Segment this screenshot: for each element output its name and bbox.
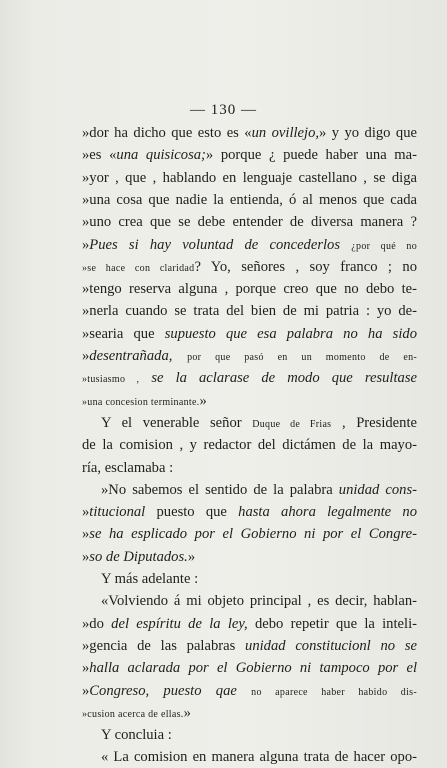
italic-run: titucional	[89, 504, 146, 521]
text-run: »gencia de las palabras	[82, 637, 246, 654]
text-line	[101, 479, 417, 501]
text-run: »una cosa que nadie la entienda, ó al menos que cada	[82, 191, 417, 208]
page-number: — 130 —	[190, 102, 257, 118]
italic-run: se ha esplicado por el Gobierno ni por el Congre-	[89, 526, 417, 543]
italic-run: hasta ahora legalmente no	[238, 504, 417, 521]
text-run: »searia que	[82, 325, 165, 342]
text-run	[172, 348, 187, 364]
text-line	[101, 746, 417, 768]
text-line	[82, 613, 417, 635]
small-caps-run: »una concesion terminante.	[82, 396, 200, 408]
italic-run: un ovillejo,	[251, 125, 320, 141]
italic-run: del espíritu de la ley,	[111, 615, 248, 632]
text-run: puesto que	[145, 504, 239, 521]
italic-run: so de Diputados.	[89, 548, 188, 565]
text-run: »	[82, 682, 90, 699]
italic-run: desentrañada,	[89, 348, 173, 364]
small-caps-run: Duque de Frias	[252, 418, 332, 430]
text-line	[82, 256, 417, 278]
text-run: »	[199, 392, 207, 409]
text-line	[82, 367, 417, 389]
text-run: »do	[82, 615, 112, 632]
text-line	[82, 189, 417, 211]
text-line	[82, 278, 417, 300]
text-line	[101, 412, 417, 434]
italic-run: se la aclarase de modo que resultase	[151, 370, 417, 387]
text-line	[82, 234, 417, 256]
text-run: »	[183, 704, 191, 721]
text-line	[82, 300, 417, 322]
text-run: »	[82, 236, 90, 253]
text-run	[237, 683, 251, 699]
text-line	[82, 501, 417, 523]
text-line	[82, 167, 417, 189]
text-run: »nerla cuando se trata del bien de mi patria : yo de-	[82, 303, 417, 320]
small-caps-run: »se hace con claridad	[82, 262, 195, 274]
text-run: »yor , que , hablando en lenguaje castellano , se diga	[82, 169, 417, 186]
text-run: Y el venerable señor	[101, 414, 253, 431]
text-line	[82, 523, 417, 545]
text-line	[101, 724, 417, 746]
text-line	[82, 323, 417, 345]
text-line	[82, 546, 417, 568]
text-run: »dor ha dicho que esto es «	[82, 125, 252, 141]
text-run: » y yo digo que	[319, 125, 417, 141]
italic-run: halla aclarada por el Gobierno ni tampoco por el	[89, 660, 417, 677]
text-line	[82, 390, 417, 412]
text-line	[82, 635, 417, 657]
text-run: Y concluia :	[101, 727, 172, 744]
text-line	[101, 568, 417, 590]
text-run: »	[82, 660, 90, 677]
small-caps-run: »cusion acerca de ellas.	[82, 708, 184, 720]
text-run	[139, 370, 151, 386]
text-line	[82, 211, 417, 233]
text-line	[82, 122, 417, 144]
text-run: »	[82, 504, 90, 521]
text-line	[82, 457, 417, 479]
small-caps-run: ¿por qué no	[351, 240, 417, 252]
text-run: de la comision , y redactor del dictámen de la mayo-	[82, 437, 417, 454]
text-line	[101, 590, 417, 612]
italic-run: unidad constitucionl no se	[245, 637, 417, 654]
text-run: ría, esclamaba :	[82, 459, 174, 476]
text-run	[340, 237, 351, 253]
text-run: «Volviendo á mi objeto principal , es decir, hablan-	[101, 593, 417, 610]
small-caps-run: »tusiasmo ,	[82, 374, 140, 386]
text-run: »No sabemos el sentido de la palabra	[101, 481, 339, 498]
text-run: »	[82, 548, 90, 565]
italic-run: Pues si hay voluntad de concederlos	[89, 236, 341, 253]
text-line	[82, 702, 417, 724]
text-line	[82, 144, 417, 166]
text-run: debo repetir que la inteli-	[247, 615, 417, 632]
text-run: »	[82, 348, 90, 364]
text-run: » porque ¿ puede haber una ma-	[205, 147, 417, 164]
text-run: »	[187, 548, 196, 565]
italic-run: Congreso, puesto qae	[89, 682, 237, 699]
text-line	[82, 657, 417, 679]
italic-run: una quisicosa;	[116, 147, 206, 164]
text-line	[82, 345, 417, 367]
text-run: « La comision en manera alguna trata de hacer opo-	[101, 749, 417, 766]
text-run: »tengo reserva alguna , porque creo que no debo te-	[82, 281, 417, 298]
text-line	[82, 680, 417, 702]
italic-run: unidad cons-	[338, 481, 417, 498]
text-run: ? Yo, señores , soy franco ; no	[194, 258, 417, 275]
italic-run: supuesto que esa palabra no ha sido	[164, 325, 417, 342]
text-run: , Presidente	[331, 414, 417, 431]
text-run: »uno crea que se debe entender de diversa manera ?	[82, 214, 417, 231]
text-run: »es «	[82, 147, 117, 164]
text-run: »	[82, 526, 90, 543]
small-caps-run: no aparece haber habido dis-	[251, 686, 417, 698]
text-run: Y más adelante :	[101, 571, 199, 587]
small-caps-run: por que pasó en un momento de en-	[187, 352, 417, 363]
text-line	[82, 434, 417, 456]
